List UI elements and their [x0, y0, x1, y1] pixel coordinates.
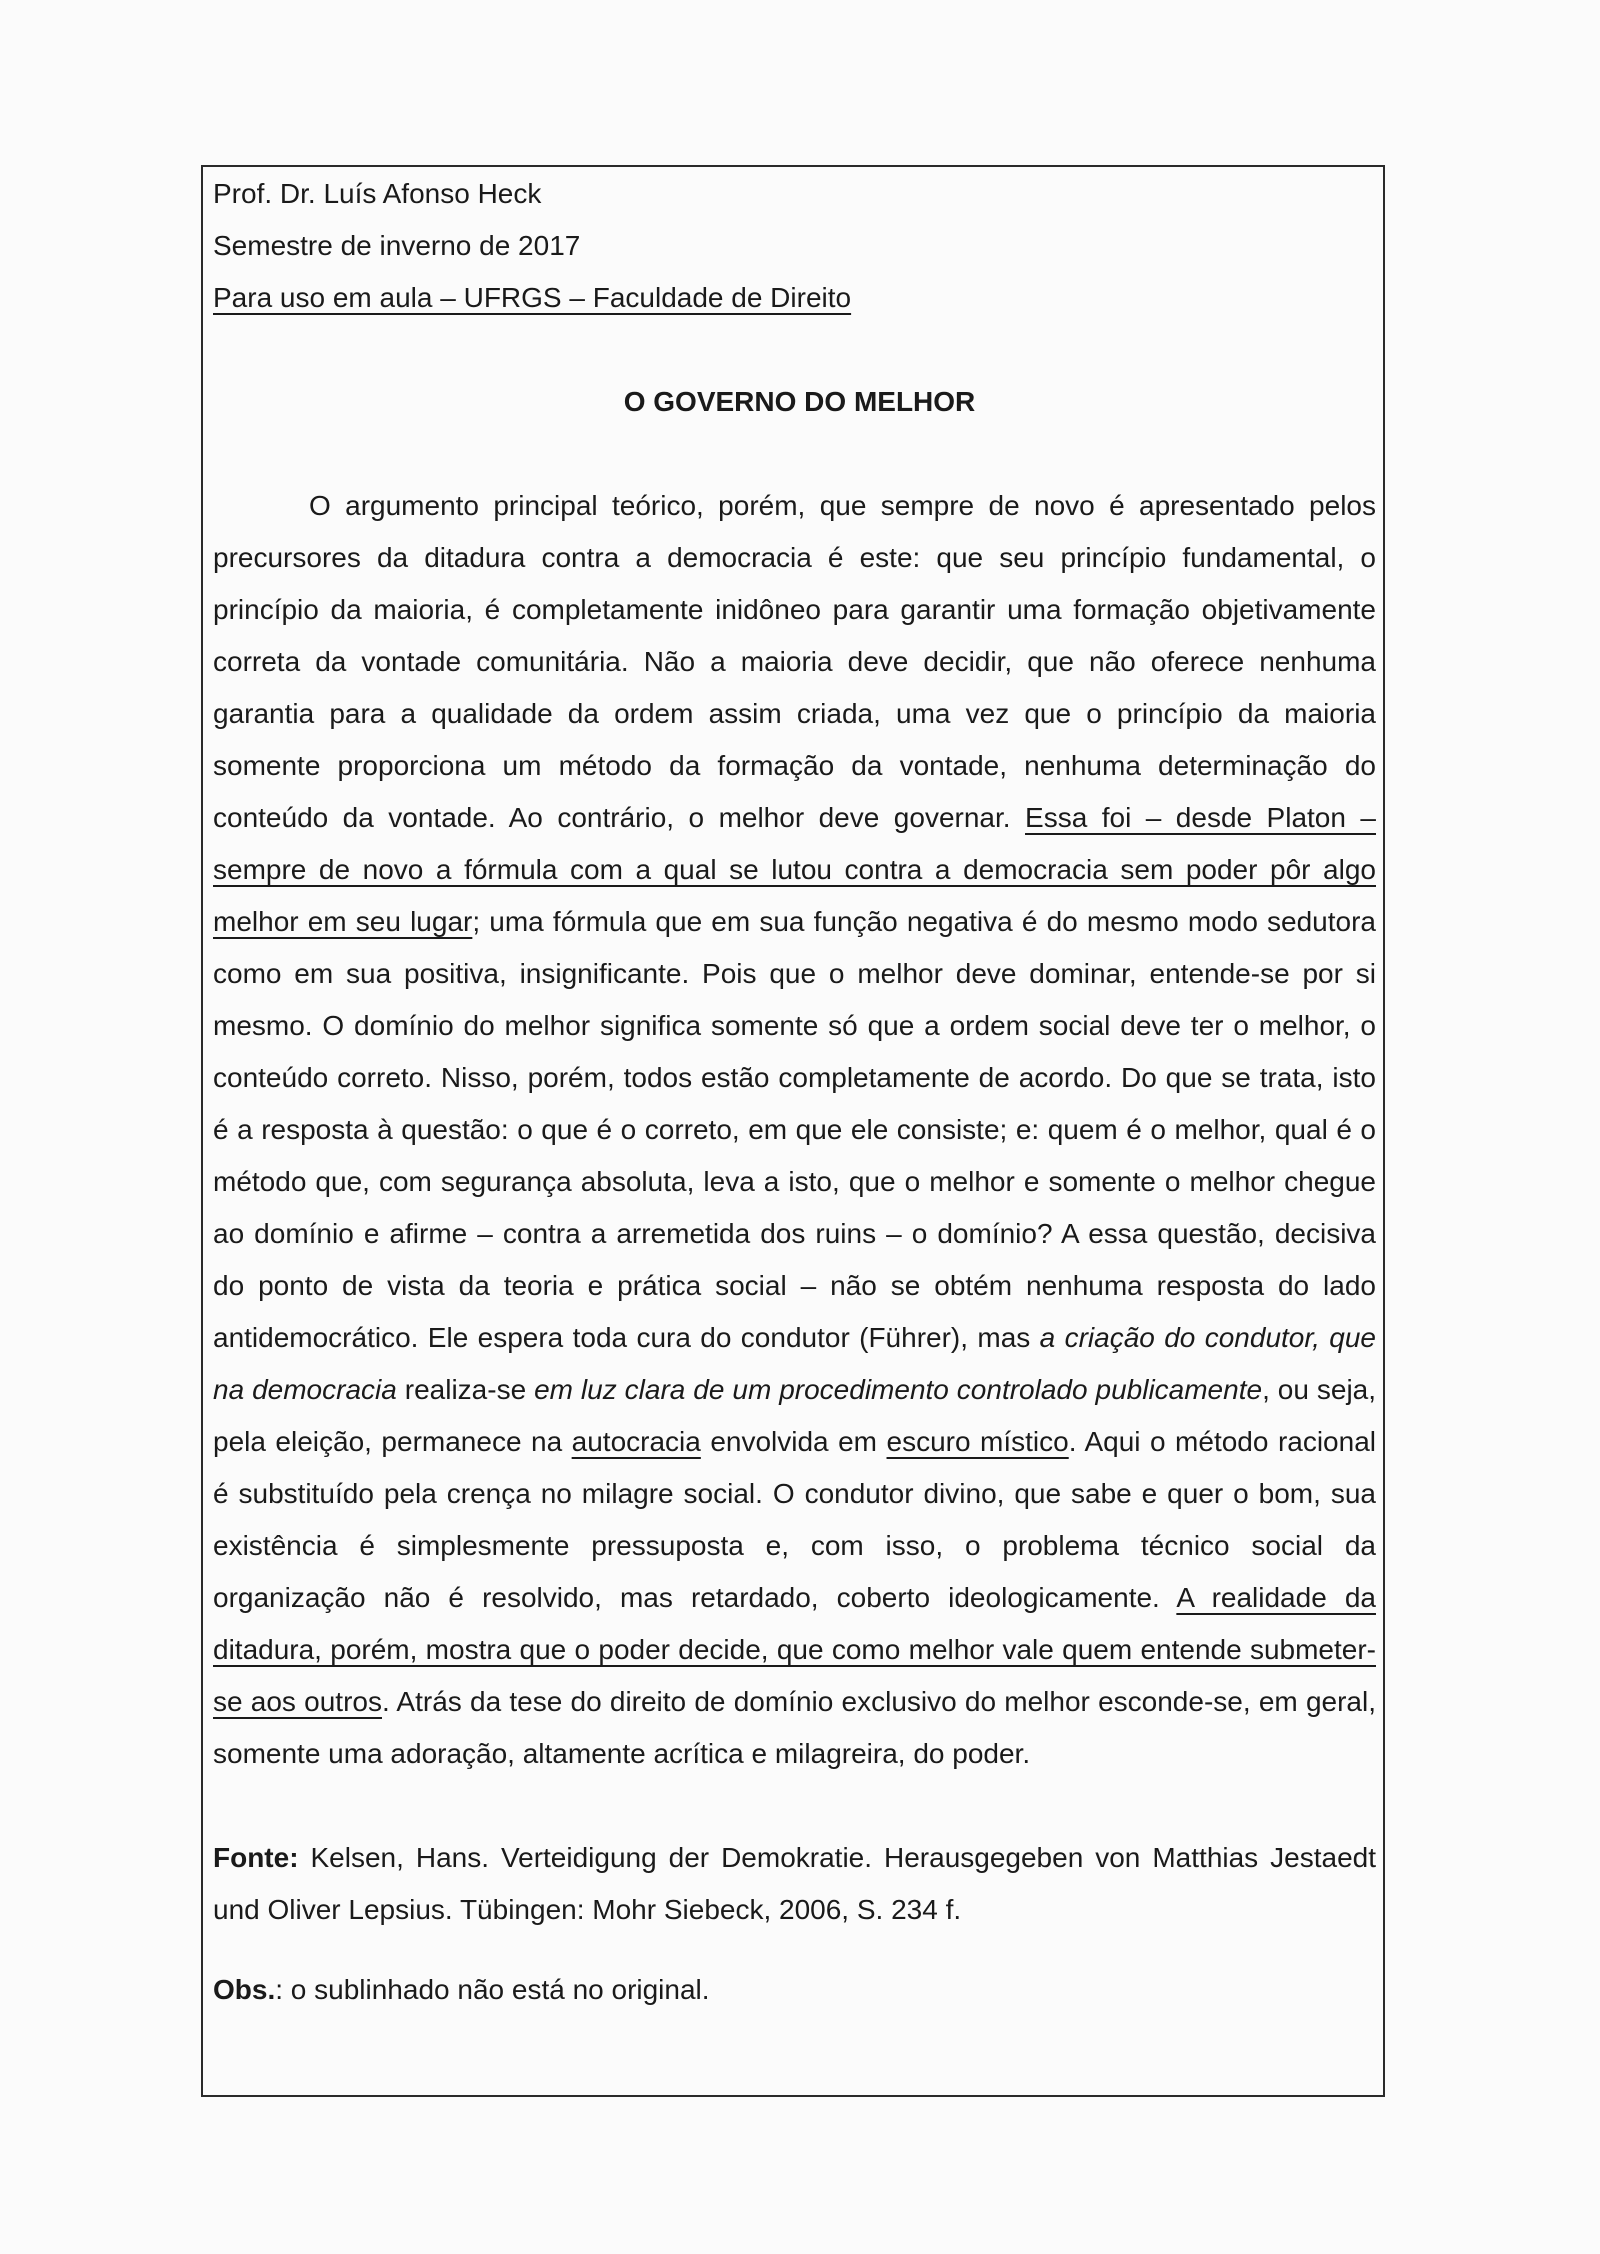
obs-label: Obs. [213, 1974, 276, 2005]
underlined-word-escuro: escuro místico [886, 1426, 1069, 1457]
main-paragraph [213, 480, 1376, 1780]
source-note [213, 1832, 1376, 1936]
obs-note [213, 1964, 1376, 2016]
italic-passage-condutor: a criação do condutor, que na democracia [213, 1322, 1376, 1405]
semester-line: Semestre de inverno de 2017 [213, 230, 581, 261]
underlined-passage-ditadura: A realidade da ditadura, porém, mostra que o poder decide, que como melhor vale quem entende submeter-se aos outros [213, 1582, 1376, 1717]
document-content [213, 168, 1376, 2016]
document-title: O GOVERNO DO MELHOR [623, 386, 976, 417]
source-label: Fonte: [213, 1842, 299, 1873]
body-text-3: realiza-se [396, 1374, 535, 1405]
body-text-2: ; uma fórmula que em sua função negativa é do mesmo modo sedutora como em sua positiva, insignificante. Pois que o melhor deve dominar, entende-se por si mesmo. O domínio do melhor significa somente só que a ordem social deve ter o melhor, o conteúdo correto. Nisso, porém, todos estão completamente de acordo. Do que se trata, isto é a resposta à questão: o que é o correto, em que ele consiste; e: quem é o melhor, qual é o método que, com segurança absoluta, leva a isto, que o melhor e somente o melhor chegue ao domínio e afirme – contra a arremetida dos ruins – o domínio? A essa questão, decisiva do ponto de vista da teoria e prática social – não se obtém nenhuma resposta do lado antidemocrático. Ele espera toda cura do condutor (Führer), mas [213, 906, 1377, 1353]
body-text-5: envolvida em [700, 1426, 887, 1457]
body-text-1: O argumento principal teórico, porém, que sempre de novo é apresentado pelos precursores da ditadura contra a democracia é este: que seu princípio fundamental, o princípio da maioria, é completamente inidôneo para garantir uma formação objetivamente correta da vontade comunitária. Não a maioria deve decidir, que não oferece nenhuma garantia para a qualidade da ordem assim criada, uma vez que o princípio da maioria somente proporciona um método da formação da vontade, nenhuma determinação do conteúdo da vontade. Ao contrário, o melhor deve governar. [213, 490, 1376, 833]
usage-line: Para uso em aula – UFRGS – Faculdade de Direito [213, 282, 852, 313]
author-line: Prof. Dr. Luís Afonso Heck [213, 178, 542, 209]
source-text: Kelsen, Hans. Verteidigung der Demokratie. Herausgegeben von Matthias Jestaedt und Oliver Lepsius. Tübingen: Mohr Siebeck, 2006, S. 234 f. [213, 1842, 1376, 1925]
body-text-6: . Aqui o método racional é substituído pela crença no milagre social. O condutor divino, que sabe e quer o bom, sua existência é simplesmente pressuposta e, com isso, o problema técnico social da organização não é resolvido, mas retardado, coberto ideologicamente. [213, 1426, 1376, 1613]
italic-passage-procedimento: em luz clara de um procedimento controlado publicamente [534, 1374, 1263, 1405]
underlined-passage-platon: Essa foi – desde Platon – sempre de novo a fórmula com a qual se lutou contra a democracia sem poder pôr algo melhor em seu lugar [213, 802, 1376, 937]
obs-text: : o sublinhado não está no original. [275, 1974, 710, 2005]
body-text-4: , ou seja, pela eleição, permanece na [213, 1374, 1377, 1457]
body-text-7: . Atrás da tese do direito de domínio exclusivo do melhor esconde-se, em geral, somente uma adoração, altamente acrítica e milagreira, do poder. [213, 1686, 1376, 1769]
underlined-word-autocracia: autocracia [571, 1426, 701, 1457]
